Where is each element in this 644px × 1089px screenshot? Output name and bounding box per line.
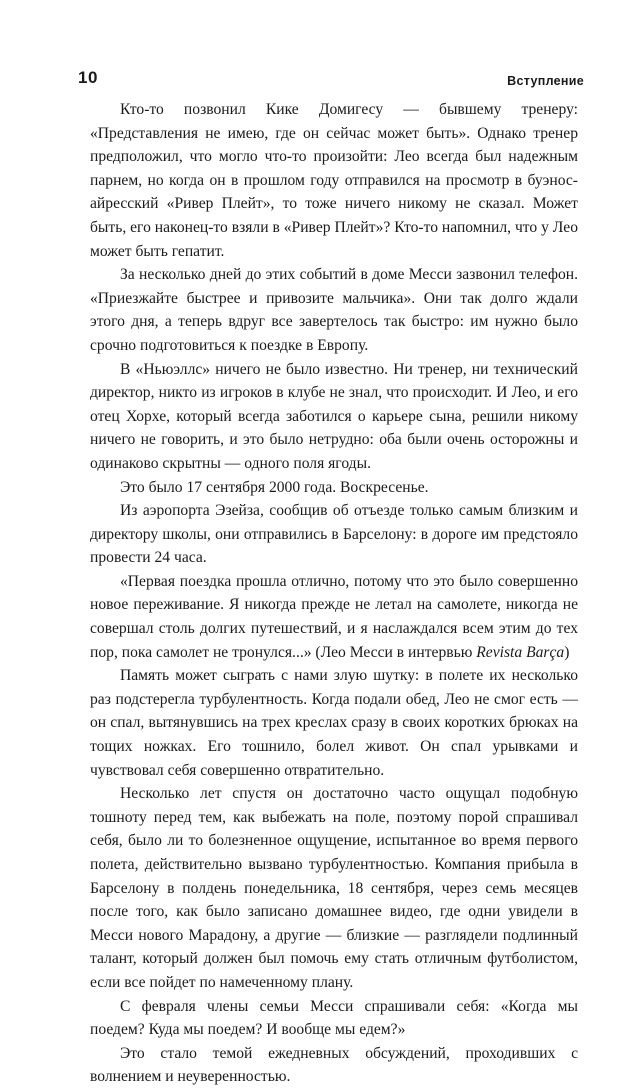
quote-closing: ) (564, 643, 570, 661)
paragraph-9: С февраля члены семьи Месси спрашивали себя: «Когда мы поедем? Куда мы поедем? И вообще мы едем?» (90, 997, 578, 1039)
running-head (78, 66, 584, 88)
paragraph-8: Несколько лет спустя он достаточно часто ощущал подобную тошноту перед тем, как выбежать на поле, поэтому порой спрашивал себя, было ли то болезненное ощущение, испытанное во время первого полета, действительно вызвано турбулентностью. Компания прибыла в Барселону в полдень понедельника, 18 сентября, через семь месяцев после того, как было записано домашнее видео, где одни увидели в Месси нового Марадону, а другие — близкие — разглядели подлинный талант, который должен был помочь ему стать отличным футболистом, если все пойдет по намеченному плану. (90, 785, 578, 991)
magazine-title: Revista Barça (476, 643, 565, 661)
paragraph-2: За несколько дней до этих событий в доме Месси зазвонил телефон. «Приезжайте быстрее и привозите мальчика». Они так долго ждали этого дня, а теперь вдруг все завертелось так быстро: им нужно было срочно подготовиться к поездке в Европу. (90, 266, 578, 354)
chapter-title: Вступление (507, 74, 584, 88)
paragraph-7: Память может сыграть с нами злую шутку: в полете их несколько раз подстерегла турбулентность. Когда подали обед, Лео не смог есть — он спал, вытянувшись на трех креслах сразу в своих коротких брюках на тощих ножках. Его тошнило, болел живот. Он спал урывками и чувствовал себя совершенно отвратительно. (90, 667, 578, 779)
body-text (90, 98, 578, 1089)
paragraph-4: Это было 17 сентября 2000 года. Воскресенье. (120, 478, 429, 496)
paragraph-1: Кто-то позвонил Кике Домигесу — бывшему тренеру: «Представления не имею, где он сейчас может быть». Однако тренер предположил, что могло что-то произойти: Лео всегда был надежным парнем, но когда он в прошлом году отправился на просмотр в буэнос-айресский «Ривер Плейт», то тоже ничего никому не сказал. Может быть, его наконец-то взяли в «Ривер Плейт»? Кто-то напомнил, что у Лео может быть гепатит. (90, 101, 578, 260)
paragraph-6-quote (90, 570, 578, 664)
paragraph-5: Из аэропорта Эзейза, сообщив об отъезде только самым близким и директору школы, они отправились в Барселону: в дороге им предстояло провести 24 часа. (90, 502, 578, 567)
paragraph-3: В «Ньюэллс» ничего не было известно. Ни тренер, ни технический директор, никто из игроков в клубе не знал, что происходит. И Лео, и его отец Хорхе, который всегда заботился о карьере сына, решили никому ничего не говорить, и это было нетрудно: оба были очень осторожны и одинаково скрытны — одного поля ягоды. (90, 360, 578, 472)
quote-text: «Первая поездка прошла отлично, потому что это было совершенно новое переживание. Я никогда прежде не летал на самолете, никогда не совершал столь долгих путешествий, и я наслаждался всем этим до тех пор, пока самолет не тронулся...» (Лео Месси в интервью (90, 572, 578, 661)
page-number: 10 (78, 68, 98, 87)
paragraph-10: Это стало темой ежедневных обсуждений, проходивших с волнением и неуверенностью. (90, 1044, 578, 1086)
